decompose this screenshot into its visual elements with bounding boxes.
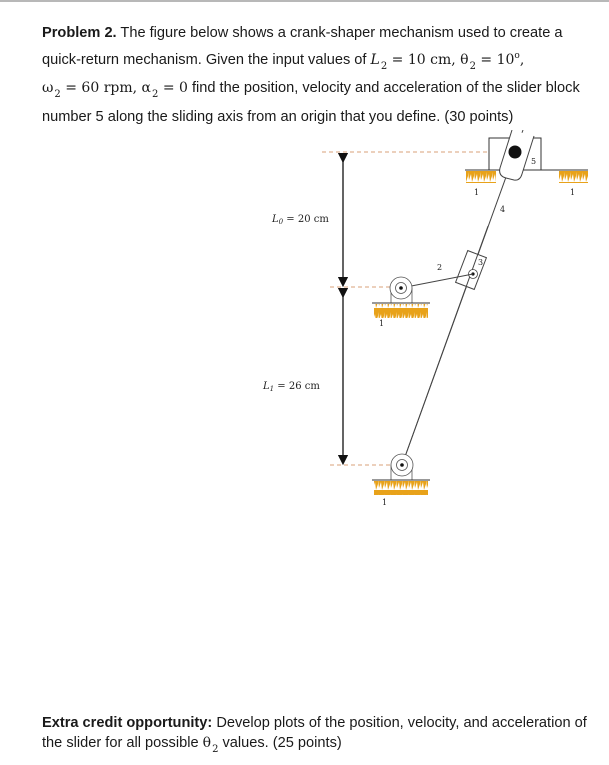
problem-statement bbox=[42, 20, 602, 130]
L1-label: $L_1 = 26$ cm bbox=[263, 381, 320, 393]
crank-shaper-diagram bbox=[0, 130, 609, 530]
problem-text-task: find the position, velocity and acceleration of the slider block number 5 along the sliding axis from an origin that you define. (30 points) bbox=[42, 80, 580, 125]
svg-text:5: 5 bbox=[531, 157, 537, 166]
slider-pin bbox=[509, 146, 522, 159]
top-ground-rail bbox=[465, 170, 588, 183]
omega-alpha-expression: $\omega_2 = 60$ rpm, $\alpha_2 = 0$ bbox=[42, 80, 188, 100]
L0-label: $L_0 = 20$ cm bbox=[272, 214, 329, 226]
svg-text:3: 3 bbox=[478, 258, 484, 267]
link-4-through-slider bbox=[402, 226, 488, 465]
svg-text:4: 4 bbox=[500, 205, 506, 214]
L2-expression: $L_2 = 10$ cm, $\theta_2 = 10^o$, bbox=[370, 50, 525, 72]
svg-text:1: 1 bbox=[382, 498, 388, 507]
theta2-symbol: $\theta_2$ bbox=[202, 735, 219, 755]
svg-text:1: 1 bbox=[570, 188, 576, 197]
svg-text:2: 2 bbox=[437, 263, 443, 272]
svg-text:1: 1 bbox=[474, 188, 480, 197]
problem-text-intro: The figure below shows a crank-shaper mechanism used to create a quick-return mechanism. Given the input values of bbox=[42, 25, 563, 68]
extra-credit-heading: Extra credit opportunity: bbox=[42, 715, 213, 731]
extra-credit-statement bbox=[42, 713, 602, 755]
extra-credit-text-end: values. (25 points) bbox=[218, 735, 342, 751]
extra-credit-text: Develop plots of the position, velocity, and acceleration of the slider for all possible bbox=[42, 715, 587, 751]
svg-text:1: 1 bbox=[379, 319, 385, 328]
problem-heading: Problem 2. bbox=[42, 25, 117, 41]
top-divider bbox=[0, 0, 609, 2]
crank-pivot bbox=[372, 277, 430, 318]
rocker-pivot bbox=[372, 454, 430, 495]
